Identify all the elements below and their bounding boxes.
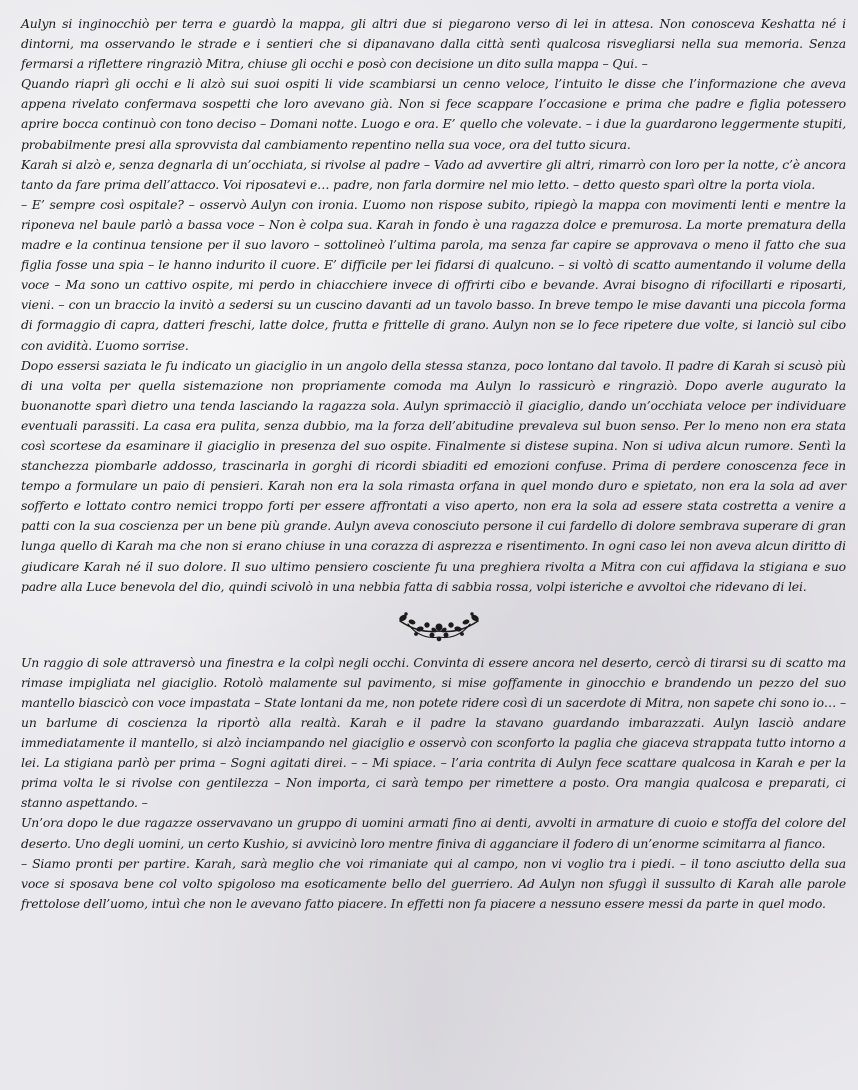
paragraph: Quando riaprì gli occhi e li alzò sui suoi ospiti li vide scambiarsi un cenno veloce, l’intuito le disse che l’informazione che aveva appena rivelato confermava sospetti che loro avevano già. Non si fece scappare l’occasione e prima che padre e figlia potessero aprire bocca continuò con tono deciso – Domani notte. Luogo e ora. E’ quello che volevate. – i due la guardarono leggermente stupiti, probabilmente presi alla sprovvista dal cambiamento repentino nella sua voce, ora del tutto sicura. <box>21 76 846 152</box>
paragraph: – Siamo pronti per partire. Karah, sarà meglio che voi rimaniate qui al campo, non vi voglio tra i piedi. – il tono asciutto della sua voce si sposava bene col volto spigoloso ma esoticamente bello del guerriero. Ad Aulyn non sfuggì il sussulto di Karah alle parole frettolose dell’uomo, intuì che non le avevano fatto piacere. In effetti non fa piacere a nessuno essere messi da parte in quel modo. <box>21 855 846 911</box>
paragraph: – E’ sempre così ospitale? – osservò Aulyn con ironia. L’uomo non rispose subito, ripiegò la mappa con movimenti lenti e mentre la riponeva nel baule parlò a bassa voce – Non è colpa sua. Karah in fondo è una ragazza dolce e premurosa. La morte prematura della madre e la continua tensione per il suo lavoro – sottolineò l’ultima parola, ma senza far capire se approvava o meno il fatto che sua figlia fosse una spia – le hanno indurito il cuore. E’ difficile per lei fidarsi di qualcuno. – si voltò di scatto aumentando il volume della voce – Ma sono un cattivo ospite, mi perdo in chiacchiere invece di offrirti cibo e bevande. Avrai bisogno di rifocillarti e riposarti, vieni. – con un braccio la invitò a sedersi su un cuscino davanti ad un tavolo basso. In breve tempo le mise davanti una piccola forma di formaggio di capra, datteri freschi, latte dolce, frutta e frittelle di grano. Aulyn non se lo fece ripetere due volte, si lanciò sul cibo con avidità. L’uomo sorrise. <box>21 196 846 353</box>
paragraph: Karah si alzò e, senza degnarla di un’occhiata, si rivolse al padre – Vado ad avvertire gli altri, rimarrò con loro per la notte, c’è ancora tanto da fare prima dell’attacco. Voi riposatevi e… padre, non farla dormire nel mio letto. – detto questo sparì oltre la porta viola. <box>21 156 846 192</box>
paragraph: Aulyn si inginocchiò per terra e guardò la mappa, gli altri due si piegarono verso di lei in attesa. Non conosceva Keshatta né i dintorni, ma osservando le strade e i sentieri che si dipanavano dalla città sentì qualcosa risvegliarsi nella sua memoria. Senza fermarsi a riflettere ringraziò Mitra, chiuse gli occhi e posò con decisione un dito sulla mappa – Qui. – <box>21 16 846 72</box>
vine-flourish-icon <box>394 609 484 643</box>
paragraph: Dopo essersi saziata le fu indicato un giaciglio in un angolo della stessa stanza, poco lontano dal tavolo. Il padre di Karah si scusò più di una volta per quella sistemazione non propriamente comoda ma Aulyn lo rassicurò e ringraziò. Dopo averle augurato la buonanotte sparì dietro una tenda lasciando la ragazza sola. Aulyn sprimacciò il giaciglio, dando un’occhiata veloce per individuare eventuali parassiti. La casa era pulita, senza dubbio, ma la forza dell’abitudine prevaleva sul buon senso. Per lo meno non era stata così scortese da esaminare il giaciglio in presenza del suo ospite. Finalmente si distese supina. Non si udiva alcun rumore. Sentì la stanchezza piombarle addosso, trascinarla in gorghi di ricordi sbiaditi ed emozioni confuse. Prima di perdere conoscenza fece in tempo a formulare un paio di pensieri. Karah non era la sola rimasta orfana in quel mondo duro e spietato, non era la sola ad aver sofferto e lottato contro nemici troppo forti per essere affrontati a viso aperto, non era la sola ad essere stata costretta a venire a patti con la sua coscienza per un bene più grande. Aulyn aveva conosciuto persone il cui fardello di dolore sembrava superare di gran lunga quello di Karah ma che non si erano chiuse in una corazza di asprezza e risentimento. In ogni caso lei non aveva alcun diritto di giudicare Karah né il suo dolore. Il suo ultimo pensiero cosciente fu una preghiera rivolta a Mitra con cui affidava la stigiana e suo padre alla Luce benevola del dio, quindi scivolò in una nebbia fatta di sabbia rossa, volpi isteriche e avvoltoi che ridevano di lei. <box>21 357 846 594</box>
paragraph: Un’ora dopo le due ragazze osservavano un gruppo di uomini armati fino ai denti, avvolti in armature di cuoio e stoffa del colore del deserto. Uno degli uomini, un certo Kushio, si avvicinò loro mentre finiva di agganciare il fodero di un’enorme scimitarra al fianco. <box>21 815 846 851</box>
paragraph: Un raggio di sole attraversò una finestra e la colpì negli occhi. Convinta di essere ancora nel deserto, cercò di tirarsi su di scatto ma rimase impigliata nel giaciglio. Rotolò malamente sul pavimento, si mise goffamente in ginocchio e brandendo un pezzo del suo mantello biascicò con voce impastata – State lontani da me, non potete ridere così di un sacerdote di Mitra, non sapete chi sono io… – un barlume di coscienza la riportò alla realtà. Karah e il padre la stavano guardando imbarazzati. Aulyn lasciò andare immediatamente il mantello, si alzò inciampando nel giaciglio e osservò con sconforto la paglia che giaceva strappata tutto intorno a lei. La stigiana parlò per prima – Sogni agitati direi. – – Mi spiace. – l’aria contrita di Aulyn fece scattare qualcosa in Karah e per la prima volta le si rivolse con gentilezza – Non importa, ci sarà tempo per rimettere a posto. Ora mangia qualcosa e preparati, ci stanno aspettando. – <box>21 654 846 811</box>
section-divider <box>21 597 846 653</box>
